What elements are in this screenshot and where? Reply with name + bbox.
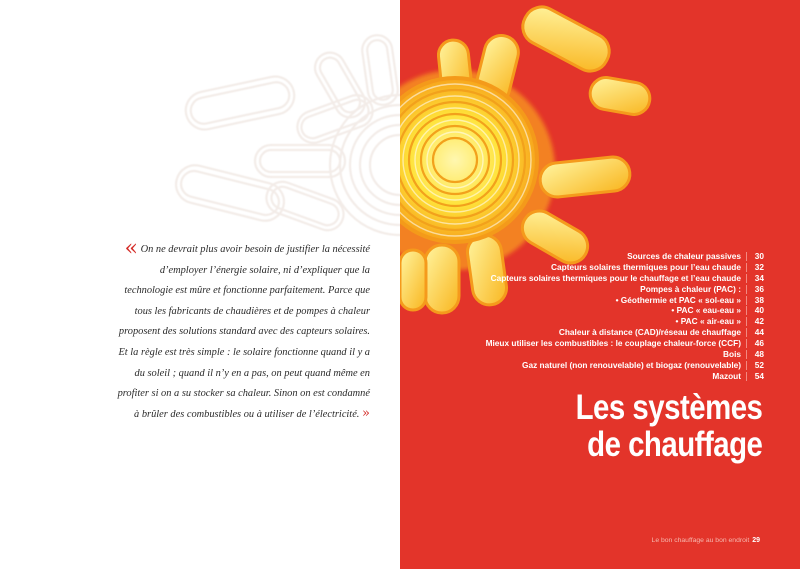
- toc-entry[interactable]: [486, 262, 764, 273]
- toc-separator: [746, 328, 747, 337]
- toc-entry[interactable]: [486, 305, 764, 316]
- open-quote-mark: «: [124, 236, 138, 261]
- toc-entry-label: Capteurs solaires thermiques pour l’eau chaude: [551, 261, 741, 272]
- toc-entry-label: • PAC « air-eau »: [675, 316, 741, 327]
- toc-entry[interactable]: [486, 295, 764, 306]
- close-quote-mark: »: [362, 405, 370, 421]
- toc-entry-page: 32: [754, 261, 764, 272]
- toc-entry-page: 36: [754, 283, 764, 294]
- toc-entry[interactable]: [486, 360, 764, 371]
- toc-entry[interactable]: [486, 371, 764, 382]
- toc-entry[interactable]: [486, 251, 764, 262]
- right-page: [400, 0, 800, 569]
- toc-entry-label: Mieux utiliser les combustibles : le couplage chaleur-force (CCF): [485, 338, 741, 349]
- toc-separator: [746, 252, 747, 261]
- footer-running-title: Le bon chauffage au bon endroit: [651, 537, 750, 544]
- toc-entry-page: 44: [754, 327, 764, 338]
- toc-entry[interactable]: [486, 338, 764, 349]
- page-number: 29: [752, 537, 760, 544]
- toc-entry-page: 52: [754, 359, 764, 370]
- toc-entry-label: Pompes à chaleur (PAC) :: [640, 283, 741, 294]
- toc-entry-page: 54: [754, 370, 764, 381]
- chapter-title: [575, 389, 762, 463]
- toc-separator: [746, 263, 747, 272]
- toc-separator: [746, 339, 747, 348]
- toc-entry[interactable]: [486, 273, 764, 284]
- toc-separator: [746, 350, 747, 359]
- toc-entry-page: 34: [754, 272, 764, 283]
- toc-entry[interactable]: [486, 327, 764, 338]
- chapter-title-line2: de chauffage: [586, 425, 762, 464]
- toc-entry-label: Mazout: [712, 370, 741, 381]
- toc-entry-label: Sources de chaleur passives: [627, 251, 741, 261]
- toc-separator: [746, 306, 747, 315]
- toc-entry-page: 30: [754, 251, 764, 261]
- toc-entry-label: Gaz naturel (non renouvelable) et biogaz (renouvelable): [522, 359, 741, 370]
- toc-separator: [746, 296, 747, 305]
- toc-entry-page: 48: [754, 349, 764, 360]
- toc-separator: [746, 317, 747, 326]
- toc-entry[interactable]: [486, 316, 764, 327]
- table-of-contents: [486, 251, 764, 382]
- toc-entry[interactable]: [486, 284, 764, 295]
- toc-entry-page: 42: [754, 316, 764, 327]
- toc-separator: [746, 285, 747, 294]
- chapter-title-line1: Les systèmes: [575, 388, 762, 427]
- toc-entry-page: 46: [754, 338, 764, 349]
- intro-quote: [112, 236, 370, 425]
- toc-entry[interactable]: [486, 349, 764, 360]
- toc-entry-page: 38: [754, 294, 764, 305]
- toc-entry-label: • PAC « eau-eau »: [671, 305, 741, 316]
- toc-separator: [746, 361, 747, 370]
- toc-entry-label: • Géothermie et PAC « sol-eau »: [615, 294, 741, 305]
- page-footer: [652, 537, 760, 544]
- toc-separator: [746, 274, 747, 283]
- toc-entry-page: 40: [754, 305, 764, 316]
- toc-entry-label: Capteurs solaires thermiques pour le chauffage et l’eau chaude: [490, 272, 741, 283]
- toc-entry-label: Bois: [723, 349, 741, 360]
- toc-entry-label: Chaleur à distance (CAD)/réseau de chauffage: [558, 327, 741, 338]
- toc-separator: [746, 372, 747, 381]
- quote-text: On ne devrait plus avoir besoin de justifier la nécessité d’employer l’énergie solaire, ni d’expliquer que la technologie est mûre et fonctionne parfaitement. Parce que tous les fabricants de chaudières et de pompes à chaleur proposent des solutions standard avec des capteurs solaires. Et la règle est très simple : le solaire fonctionne quand il y a du soleil ; quand il n’y en a pas, on peut quand même en profiter si on a su stocker sa chaleur. Sinon on est condamné à brûler des combustibles ou à utiliser de l’électricité.: [117, 244, 370, 420]
